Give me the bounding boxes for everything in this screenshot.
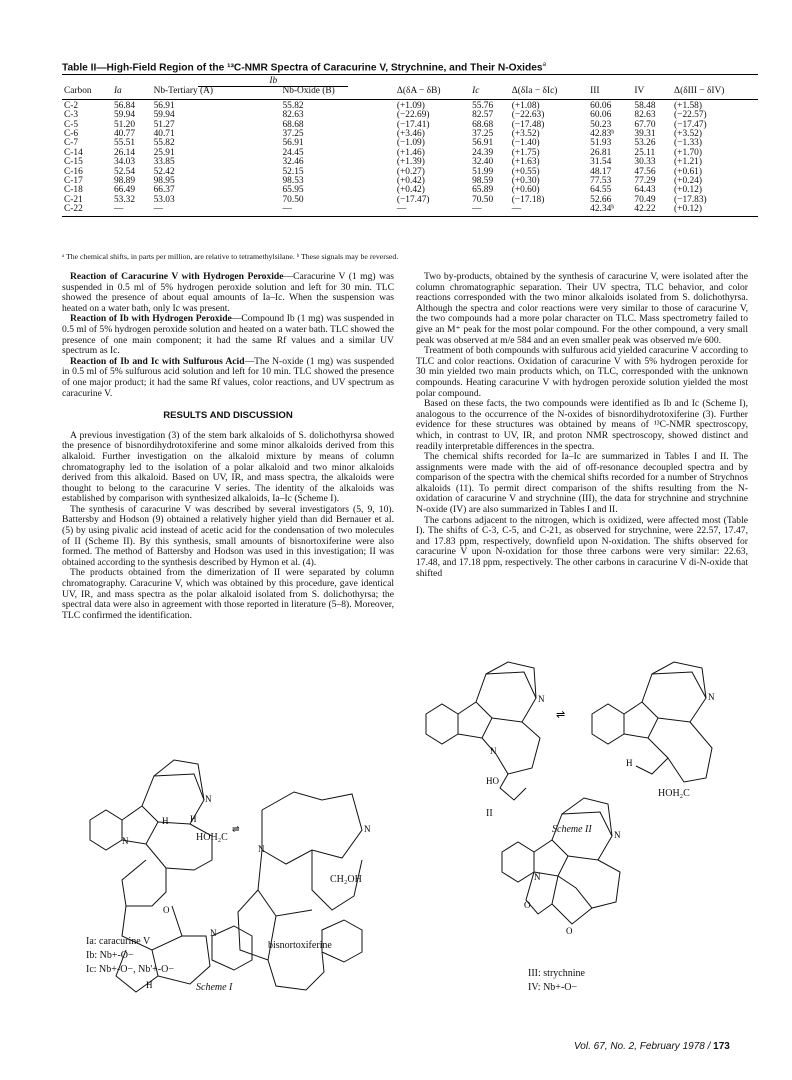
table-cell: 65.95 bbox=[282, 185, 304, 196]
table-cell: 26.14 bbox=[113, 147, 136, 158]
column-header: Δ(δIa − δIc) bbox=[510, 87, 588, 99]
table-cell: 53.03 bbox=[153, 194, 175, 205]
table-cell: 39.31 bbox=[634, 129, 656, 140]
left-column bbox=[62, 272, 394, 621]
table-cell: (+1.21) bbox=[674, 157, 702, 168]
table-cell: 70.50 bbox=[472, 194, 494, 205]
column-header: IV bbox=[632, 87, 672, 99]
table-cell: (−17.47) bbox=[674, 119, 707, 130]
table-cell: 52.15 bbox=[282, 166, 304, 177]
table-cell: 55.82 bbox=[153, 138, 175, 149]
scheme-caption: Scheme I bbox=[196, 982, 233, 993]
table-cell: 48.17 bbox=[590, 166, 612, 177]
table-cell: (+0.27) bbox=[396, 166, 425, 177]
paragraph: —Caracurine V (1 mg) was suspended in 0.5 ml of 5% hydrogen peroxide solution and left for 30 min. TLC showed the presence of about equal amounts of Ia–Ic. When the suspension was heated on a water bath, only Ic was present. bbox=[62, 271, 395, 314]
table-cell: 51.20 bbox=[113, 119, 136, 130]
table-cell: (+1.58) bbox=[674, 100, 702, 111]
paragraph: The carbons adjacent to the nitrogen, which is oxidized, were affected most (Table I). The shifts of C-3, C-5, and C-21, as observed for strychnine, were 22.57, 17.47, and 17.83 ppm, respectively, downfield upon N-oxidation. The shifts observed for caracurine V upon N-oxidation for those three carbons were very similar: 22.63, 17.48, and 17.18 ppm, respectively. The other carbons in caracurine V di-N-oxide that shifted bbox=[416, 514, 748, 579]
table-cell: 64.43 bbox=[634, 185, 656, 196]
table-cell: C-16 bbox=[64, 166, 83, 177]
table-cell: 64.55 bbox=[590, 185, 612, 196]
svg-text:N: N bbox=[122, 836, 129, 846]
compound-label: Ia: caracurine V bbox=[86, 936, 151, 947]
table-cell: (−17.18) bbox=[511, 194, 545, 205]
table-cell: 40.71 bbox=[153, 129, 175, 140]
page-footer bbox=[574, 1041, 730, 1052]
paragraph: The products obtained from the dimerization of II were separated by column chromatography. Caracurine V, which was obtained by this procedure, gave identical UV, IR, and mass spectra as the polar alkaloid isolated from S. dolichothyrsa; the spectral data were also in agreement with those reported in literature (5–8). Moreover, TLC confirmed the identification. bbox=[62, 567, 394, 621]
svg-text:⇌: ⇌ bbox=[556, 709, 566, 721]
svg-text:N: N bbox=[258, 844, 265, 854]
svg-text:⇌: ⇌ bbox=[232, 824, 240, 834]
table-cell: C-15 bbox=[64, 157, 83, 168]
table-cell: 68.68 bbox=[472, 119, 494, 130]
table-cell: (−17.47) bbox=[396, 194, 430, 205]
table-cell: (+0.55) bbox=[511, 166, 540, 177]
table-cell: — bbox=[510, 205, 588, 216]
table-cell: 37.25 bbox=[472, 129, 494, 140]
table-cell: C-21 bbox=[64, 194, 83, 205]
svg-text:H: H bbox=[190, 814, 197, 824]
table-cell: 65.89 bbox=[472, 185, 494, 196]
table-cell: 53.26 bbox=[634, 138, 656, 149]
column-header: Ia bbox=[112, 87, 152, 99]
paragraph: A previous investigation (3) of the stem bark alkaloids of S. dolichothyrsa showed the presence of bisnordihydrotoxiferine and some minor alkaloids derived from this alkaloid. Further investigation on the alkaloid mixture by means of column chromatography led to the isolation of a polar alkaloid and two minor alkaloids derived from this alkaloid. Based on UV, IR, and mass spectra, the alkaloids were thought to belong to the caracurine V series. The identity of the alkaloids was established by comparison with synthesized alkaloids, Ia–Ic (Scheme I). bbox=[62, 429, 394, 505]
table-cell: C-14 bbox=[64, 147, 83, 158]
column-header: Nb-Oxide (B) bbox=[280, 87, 394, 99]
table-cell: 66.49 bbox=[113, 185, 136, 196]
paragraph: The chemical shifts recorded for Ia–Ic are summarized in Tables I and II. The assignments were made with the aid of off-resonance decoupled spectra and by comparison of the spectra with the chemical shifts recorded for a number of Strychnos alkaloids (11). To permit direct comparison of the shifts resulting from the N-oxidation of caracurine V and strychnine (III), the data for strychnine and strychnine N-oxide (IV) are also summarized in Tables I and II. bbox=[416, 451, 748, 516]
paragraph: Two by-products, obtained by the synthesis of caracurine V, were isolated after the column chromatographic separation. Their UV spectra, TLC behavior, and color reactions corresponded with the two minor alkaloids isolated from S. dolichothyrsa. Although the spectra and color reactions were very similar to those of caracurine V, the two compounds had a more polar character on TLC. Mass spectrometry failed to give an M⁺ peak for the most polar compound. For the other compound, a very small peak was observed at m/e 584 and an even smaller peak was observed m/e 600. bbox=[416, 271, 748, 346]
table-cell: 25.11 bbox=[634, 147, 656, 158]
paragraph: —Compound Ib (1 mg) was suspended in 0.5 ml of 5% hydrogen peroxide solution and heated on a water bath. TLC showed the presence of one main component; it had the same Rf values and a similar UV spectrum as Ic. bbox=[62, 313, 394, 357]
table-cell: 42.22 bbox=[632, 205, 672, 216]
compound-label: Ib: Nb+-O− bbox=[86, 950, 134, 961]
substituent-label: HOH₂C bbox=[658, 788, 690, 799]
table-cell: 51.99 bbox=[472, 166, 494, 177]
table-cell: 56.84 bbox=[113, 100, 136, 111]
table-cell: (−17.48) bbox=[511, 119, 545, 130]
table-cell: C-2 bbox=[64, 100, 79, 111]
table-cell: 42.34ᵇ bbox=[588, 205, 632, 216]
table-cell: 50.23 bbox=[590, 119, 612, 130]
table-cell: 55.51 bbox=[113, 138, 136, 149]
table-cell: 32.40 bbox=[472, 157, 494, 168]
table-cell: 24.39 bbox=[472, 147, 494, 158]
table-cell: (+0.42) bbox=[396, 176, 425, 187]
table-cell: (−22.69) bbox=[396, 110, 430, 121]
paragraph: —The N-oxide (1 mg) was suspended in 0.5 ml of 5% sulfurous acid solution and left for 10 min. TLC showed the presence of one major product; it had the same Rf values, color reactions, and UV spectrum as caracurine V. bbox=[62, 355, 394, 399]
compound-label: IV: Nb+-O− bbox=[528, 982, 578, 993]
nmr-table bbox=[62, 74, 758, 217]
section-heading: RESULTS AND DISCUSSION bbox=[163, 410, 293, 422]
table-cell: 59.94 bbox=[113, 110, 136, 121]
table-cell: 66.37 bbox=[153, 185, 175, 196]
paragraph: Based on these facts, the two compounds were identified as Ib and Ic (Scheme I), analogous to the occurrence of the N-oxides of bisnordihydrotoxiferine (3). Further evidence for these structures was obtained by means of ¹³C-NMR spectroscopy, which, in contrast to UV, IR, and proton NMR spectroscopy, showed distinct and readily interpretable differences in the spectra. bbox=[416, 398, 748, 452]
table-cell: 51.93 bbox=[590, 138, 612, 149]
table-cell: C-5 bbox=[64, 119, 79, 130]
table-cell: C-3 bbox=[64, 110, 79, 121]
svg-text:O: O bbox=[163, 905, 170, 915]
compound-label: III: strychnine bbox=[528, 968, 585, 979]
svg-text:N: N bbox=[614, 830, 621, 840]
group-header: Ib bbox=[198, 77, 348, 87]
table-cell: 42.83ᵇ bbox=[590, 129, 615, 140]
table-cell: (+0.61) bbox=[674, 166, 702, 177]
table-cell: 34.03 bbox=[113, 157, 136, 168]
svg-text:N: N bbox=[205, 794, 212, 804]
svg-text:O: O bbox=[566, 926, 573, 936]
column-header: Δ(δIII − δIV) bbox=[672, 87, 758, 99]
table-cell: 37.25 bbox=[282, 129, 304, 140]
table-cell: 70.50 bbox=[282, 194, 304, 205]
svg-text:N: N bbox=[534, 872, 541, 882]
substituent-label: HOH₂C bbox=[196, 832, 228, 843]
table-cell: 56.91 bbox=[282, 138, 304, 149]
table-cell: 59.94 bbox=[153, 110, 175, 121]
table-cell: (−17.83) bbox=[674, 194, 707, 205]
table-cell: 51.27 bbox=[153, 119, 175, 130]
table-cell: (+0.12) bbox=[674, 185, 702, 196]
table-cell: C-7 bbox=[64, 138, 79, 149]
table-cell: — bbox=[152, 205, 281, 216]
table-cell: 26.81 bbox=[590, 147, 612, 158]
table-cell: 82.63 bbox=[634, 110, 656, 121]
table-cell: (+1.63) bbox=[511, 157, 540, 168]
table-cell: 56.91 bbox=[153, 100, 175, 111]
paragraph: The synthesis of caracurine V was described by several investigators (5, 9, 10). Battersby and Hodson (9) obtained a relatively higher yield than did Bernauer et al. (5) by using pivalic acid instead of acetic acid for the condensation of two molecules of II (Scheme II). By this synthesis, small amounts of bisnortoxiferine were also formed. The method of Battersby and Hodson was used in this investigation; II was obtained according to the synthesis described by Hymon et al. (4). bbox=[62, 503, 394, 568]
table-cell: (−22.57) bbox=[674, 110, 707, 121]
table-row bbox=[62, 205, 758, 216]
table-cell: 98.95 bbox=[153, 176, 175, 187]
table-cell: 47.56 bbox=[634, 166, 656, 177]
table-cell: C-22 bbox=[62, 205, 112, 216]
right-column bbox=[416, 272, 748, 579]
aldehyde-label: H bbox=[626, 758, 633, 768]
table-cell: 82.63 bbox=[282, 110, 304, 121]
table-cell: 56.91 bbox=[472, 138, 494, 149]
column-header: Δ(δA − δB) bbox=[395, 87, 470, 99]
table-cell: (+0.30) bbox=[511, 176, 540, 187]
table-cell: — bbox=[112, 205, 152, 216]
hydroxyl-label: HO bbox=[486, 776, 499, 786]
column-header: Ic bbox=[470, 87, 510, 99]
table-cell: 60.06 bbox=[590, 100, 612, 111]
table-cell: 30.33 bbox=[634, 157, 656, 168]
table-cell: 52.66 bbox=[590, 194, 612, 205]
subhead-3: Reaction of Ib and Ic with Sulfurous Acid bbox=[70, 355, 245, 367]
table-cell: (+1.08) bbox=[511, 100, 540, 111]
scheme-caption: Scheme II bbox=[552, 824, 592, 835]
table-cell: (+0.60) bbox=[511, 185, 540, 196]
table-cell: 58.48 bbox=[634, 100, 656, 111]
table-cell: C-18 bbox=[64, 185, 83, 196]
compound-label: bisnortoxiferine bbox=[268, 940, 332, 951]
table-cell: 98.59 bbox=[472, 176, 494, 187]
subhead-2: Reaction of Ib with Hydrogen Peroxide bbox=[70, 313, 232, 325]
column-header: Nb-Tertiary (A) bbox=[152, 87, 281, 99]
table-cell: 82.57 bbox=[472, 110, 494, 121]
column-header: Carbon bbox=[62, 87, 112, 99]
svg-text:H: H bbox=[146, 980, 153, 990]
table-cell: 77.53 bbox=[590, 176, 612, 187]
table-cell: (+3.52) bbox=[674, 129, 702, 140]
table-cell: C-17 bbox=[64, 176, 83, 187]
table-cell: 98.89 bbox=[113, 176, 136, 187]
page-number: 173 bbox=[713, 1041, 730, 1052]
table-footnote: ᵃ The chemical shifts, in parts per million, are relative to tetramethylsilane. ᵇ These signals may be reversed. bbox=[62, 252, 399, 261]
table-cell: 52.54 bbox=[113, 166, 136, 177]
compound-label: II bbox=[486, 808, 493, 819]
table-cell: 55.76 bbox=[472, 100, 494, 111]
table-cell: 33.85 bbox=[153, 157, 175, 168]
table-cell: 24.45 bbox=[282, 147, 304, 158]
table-cell: 55.82 bbox=[282, 100, 304, 111]
compound-label: Ic: Nb+-O−, Nb'+-O− bbox=[86, 964, 174, 975]
table-cell: (−1.33) bbox=[674, 138, 702, 149]
table-cell: — bbox=[280, 205, 394, 216]
table-cell: — bbox=[470, 205, 510, 216]
table-cell: — bbox=[395, 205, 470, 216]
table-cell: (−1.40) bbox=[511, 138, 540, 149]
table-cell: 70.49 bbox=[634, 194, 656, 205]
table-cell: 31.54 bbox=[590, 157, 612, 168]
table-cell: 60.06 bbox=[590, 110, 612, 121]
svg-text:N: N bbox=[364, 824, 371, 834]
table-cell: 98.53 bbox=[282, 176, 304, 187]
subhead-1: Reaction of Caracurine V with Hydrogen Peroxide bbox=[70, 271, 284, 282]
table-cell: (+3.46) bbox=[396, 129, 425, 140]
table-cell: 77.29 bbox=[634, 176, 656, 187]
table-cell: (+1.70) bbox=[674, 147, 702, 158]
table-cell: (−22.63) bbox=[511, 110, 545, 121]
table-cell: (+1.75) bbox=[511, 147, 540, 158]
table-cell: (+3.52) bbox=[511, 129, 540, 140]
svg-text:N: N bbox=[708, 692, 715, 702]
table-cell: (+0.24) bbox=[674, 176, 702, 187]
svg-text:H: H bbox=[162, 816, 169, 826]
table-cell: 68.68 bbox=[282, 119, 304, 130]
table-cell: 53.32 bbox=[113, 194, 136, 205]
svg-text:N: N bbox=[538, 694, 545, 704]
svg-text:N: N bbox=[490, 746, 497, 756]
table-cell: (+0.12) bbox=[672, 205, 758, 216]
svg-text:O: O bbox=[524, 900, 531, 910]
table-cell: (+1.46) bbox=[396, 147, 425, 158]
table-cell: C-6 bbox=[64, 129, 79, 140]
table-cell: 52.42 bbox=[153, 166, 175, 177]
table-title: Table II—High-Field Region of the ¹³C-NMR Spectra of Caracurine V, Strychnine, and Their N-Oxides$^a$ bbox=[62, 62, 546, 74]
table-cell: (+1.39) bbox=[396, 157, 425, 168]
table-cell: (+1.09) bbox=[396, 100, 425, 111]
table-cell: (−17.41) bbox=[396, 119, 430, 130]
paragraph: Treatment of both compounds with sulfurous acid yielded caracurine V according to TLC and color reactions. Oxidation of caracurine V with 5% hydrogen peroxide for 30 min yielded two main products which, on TLC, corresponded with the unknown compounds. Heating caracurine V with hydrogen peroxide solution yielded the most polar compound. bbox=[416, 345, 748, 399]
svg-text:N: N bbox=[210, 928, 217, 938]
column-header: III bbox=[588, 87, 632, 99]
scheme-2-structures bbox=[416, 658, 748, 1038]
table-cell: (−1.09) bbox=[396, 138, 425, 149]
table-cell: 40.77 bbox=[113, 129, 136, 140]
table-cell: (+0.42) bbox=[396, 185, 425, 196]
table-cell: 67.70 bbox=[634, 119, 656, 130]
substituent-label: CH₂OH bbox=[330, 874, 362, 885]
table-cell: 32.46 bbox=[282, 157, 304, 168]
table-cell: 25.91 bbox=[153, 147, 175, 158]
journal-citation: Vol. 67, No. 2, February 1978 / bbox=[574, 1041, 711, 1052]
